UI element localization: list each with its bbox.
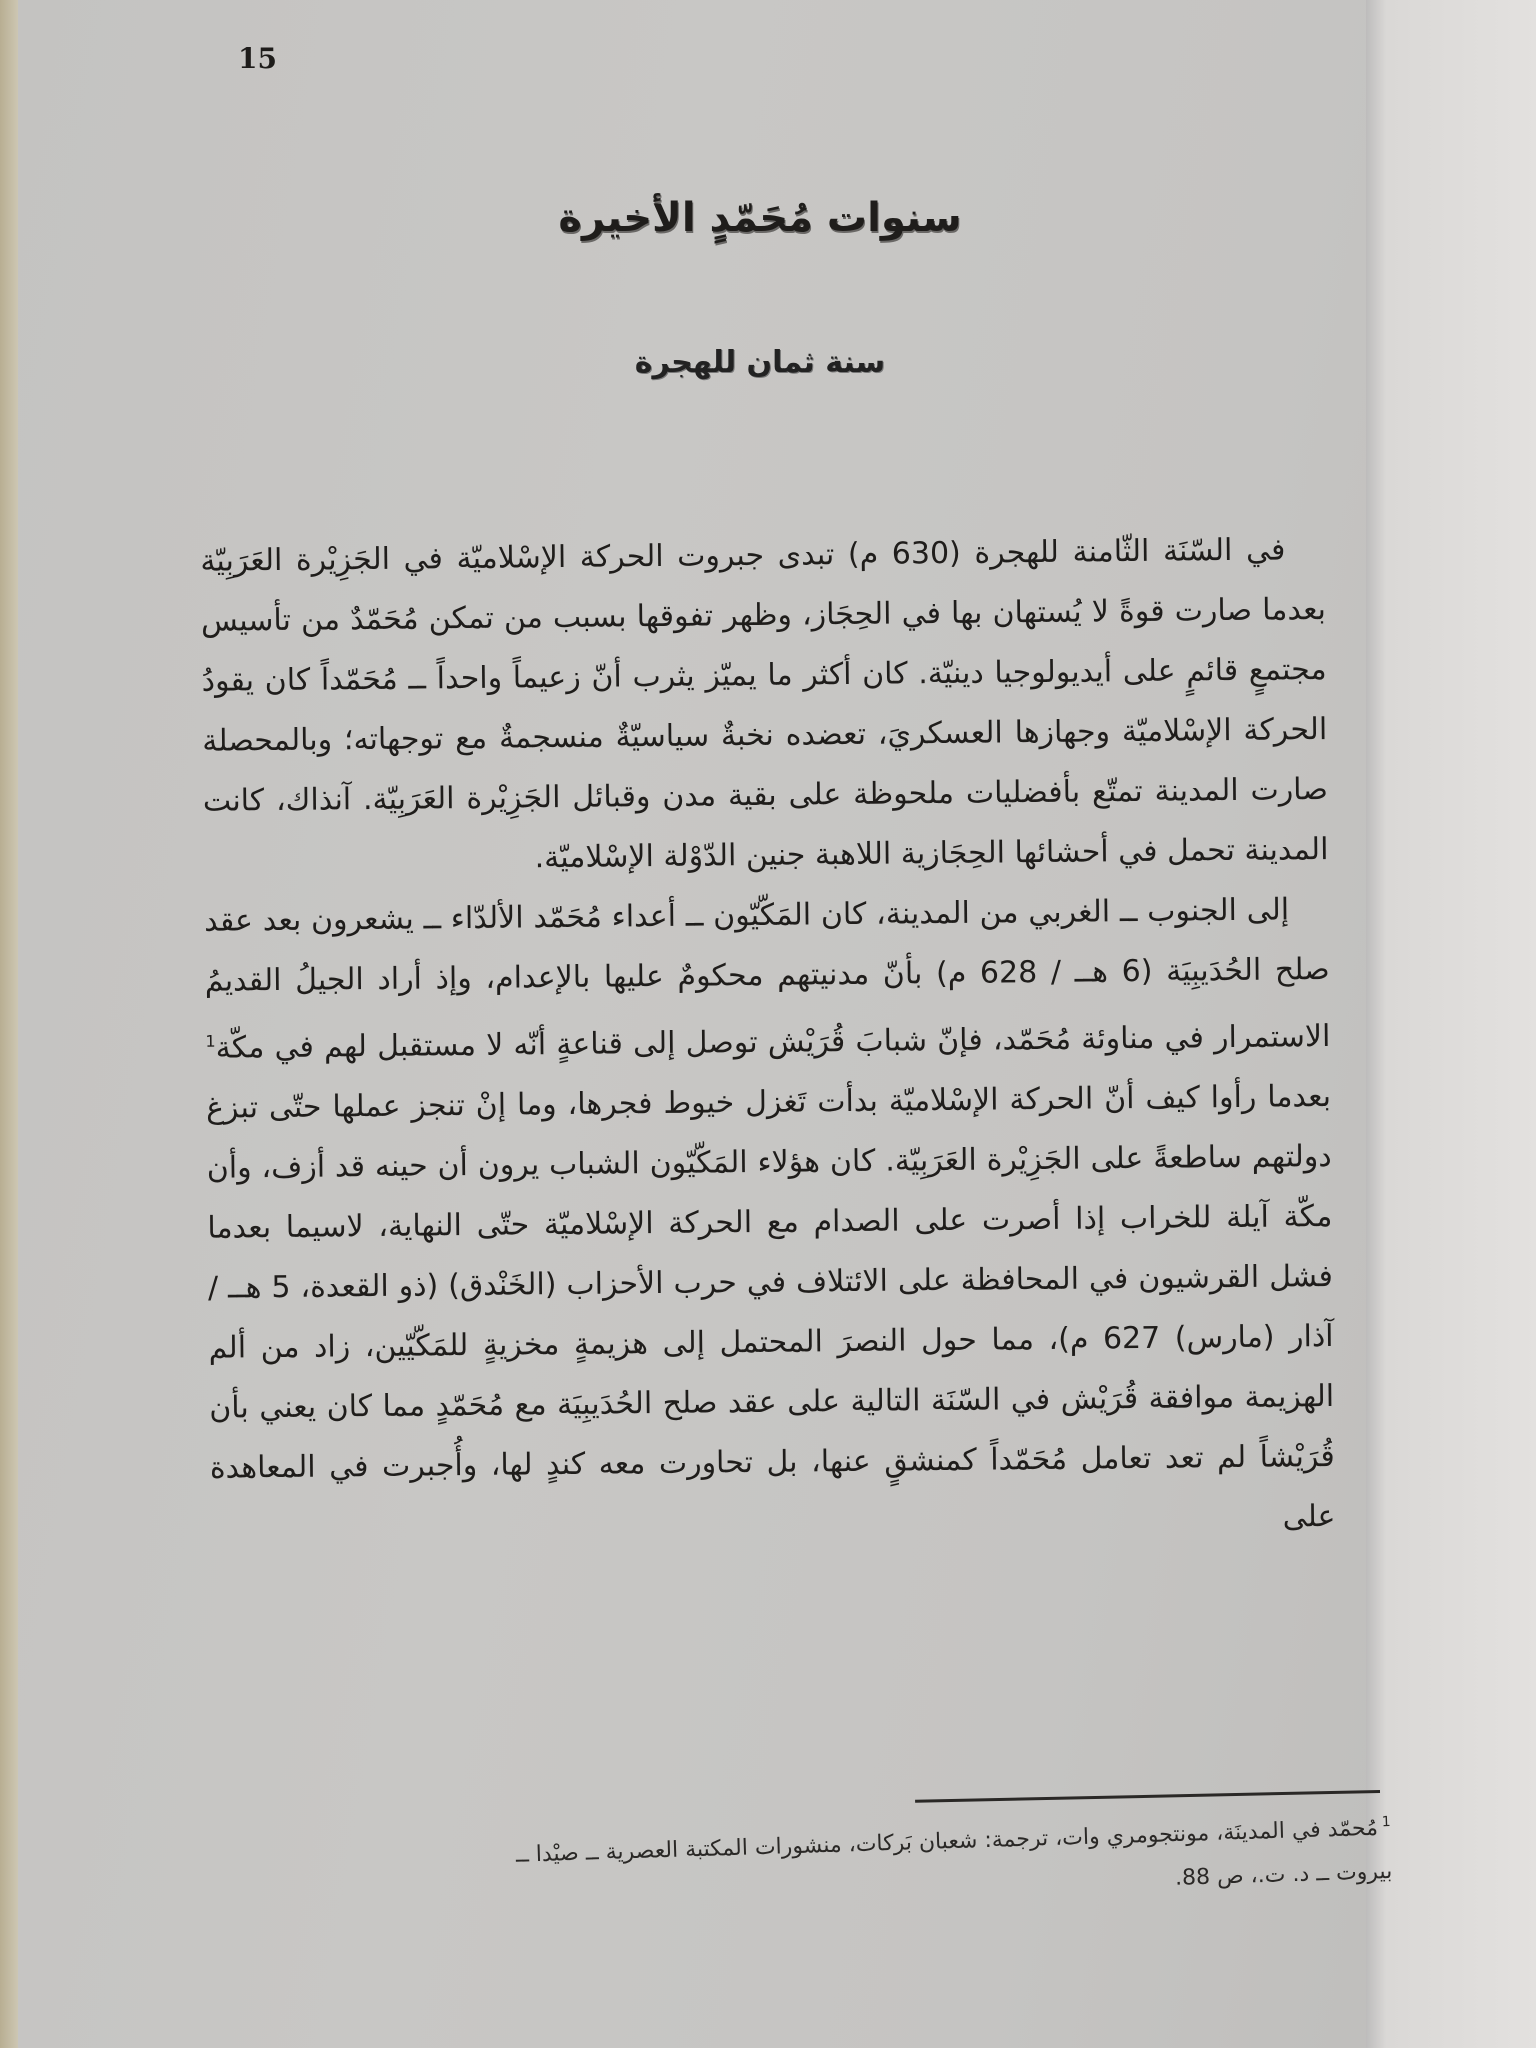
paragraph-1: في السّنَة الثّامنة للهجرة (630 م) تبدى جبروت الحركة الإسْلاميّة في الجَزِيْرة العَرَبِيّة بعدما صارت قوةً لا يُستهان بها في الحِجَاز، وظهر تفوقها بسبب من تمكن مُحَمّدٌ من تأسيس مجتمعٍ قائمٍ على أيديولوجيا دينيّة. كان أكثر ما يميّز يثرب أنّ زعيماً واحداً ــ مُحَمّداً كان يقودُ الحركة الإسْلاميّة وجهازها العسكريَ، تعضده نخبةٌ سياسيّةٌ منسجمةٌ مع توجهاته؛ وبالمحصلة صارت المدينة تمتّع بأفضليات ملحوظة على بقية مدن وقبائل الجَزِيْرة العَرَبِيّة. آنذاك، كانت المدينة تحمل في أحشائها الحِجَازية اللاهبة جنين الدّوْلة الإسْلاميّة.	[200, 532, 1329, 876]
paragraph-2-text: إلى الجنوب ــ الغربي من المدينة، كان المَكّيّون ــ أعداء مُحَمّد الألدّاء ــ يشعرون بعد عقد صلح الحُدَيبِيَة (6 هــ / 628 م) بأنّ مدنيتهم محكومٌ عليها بالإعدام، وإذ أراد الجيلُ القديمُ الاستمرار في مناوئة مُحَمّد، فإنّ شبابَ قُرَيْش توصل إلى قناعةٍ أنّه لا مستقبل لهم في مكّة	[203, 892, 1331, 1066]
footnote-marker: 1	[1381, 1813, 1391, 1831]
next-page-edge	[1366, 0, 1536, 2048]
section-title: سنة ثمان للهجرة	[634, 345, 886, 380]
body-text	[200, 520, 1336, 1559]
chapter-title: سنوات مُحَمّدٍ الأخيرة	[558, 195, 962, 241]
paragraph-2	[204, 880, 1336, 1559]
page-number: 15	[238, 42, 277, 75]
footnote-line-2: بيروت ــ د. ت.، ص 88.	[1174, 1859, 1393, 1892]
footnote-citation: مُحمّد في المدينَة، مونتجومري وات، ترجمة: شعبان بَركات، منشورات المكتبة العصرية ــ صيْدا ــ	[515, 1815, 1379, 1868]
book-spine-edge	[0, 0, 20, 2048]
footnote-reference[interactable]: 1	[205, 1031, 216, 1051]
paragraph-2-continuation: بعدما رأوا كيف أنّ الحركة الإسْلاميّة بدأت تَغزل خيوط فجرها، وما إنْ تنجز عملها حتّى تبزغ دولتهم ساطعةً على الجَزِيْرة العَرَبِيّة. كان هؤلاء المَكّيّون الشباب يرون أن حينه قد أزف، وأن مكّة آيلة للخراب إذا أصرت على الصدام مع الحركة الإسْلاميّة حتّى النهاية، لاسيما بعدما فشل القرشيون في المحافظة على الائتلاف في حرب الأحزاب (الخَنْدق) (ذو القعدة، 5 هــ / آذار (مارس) 627 م)، مما حول النصرَ المحتمل إلى هزيمةٍ مخزيةٍ للمَكّيّين، زاد من ألم الهزيمة موافقة قُرَيْش في السّنَة التالية على عقد صلح الحُدَيبِيَة مع مُحَمّدٍ مما كان يعني بأن قُرَيْشاً لم تعد تعامل مُحَمّداً كمنشقٍ عنها، بل تحاورت معه كندٍ لها، وأُجبرت في المعاهدة على	[205, 1078, 1336, 1535]
